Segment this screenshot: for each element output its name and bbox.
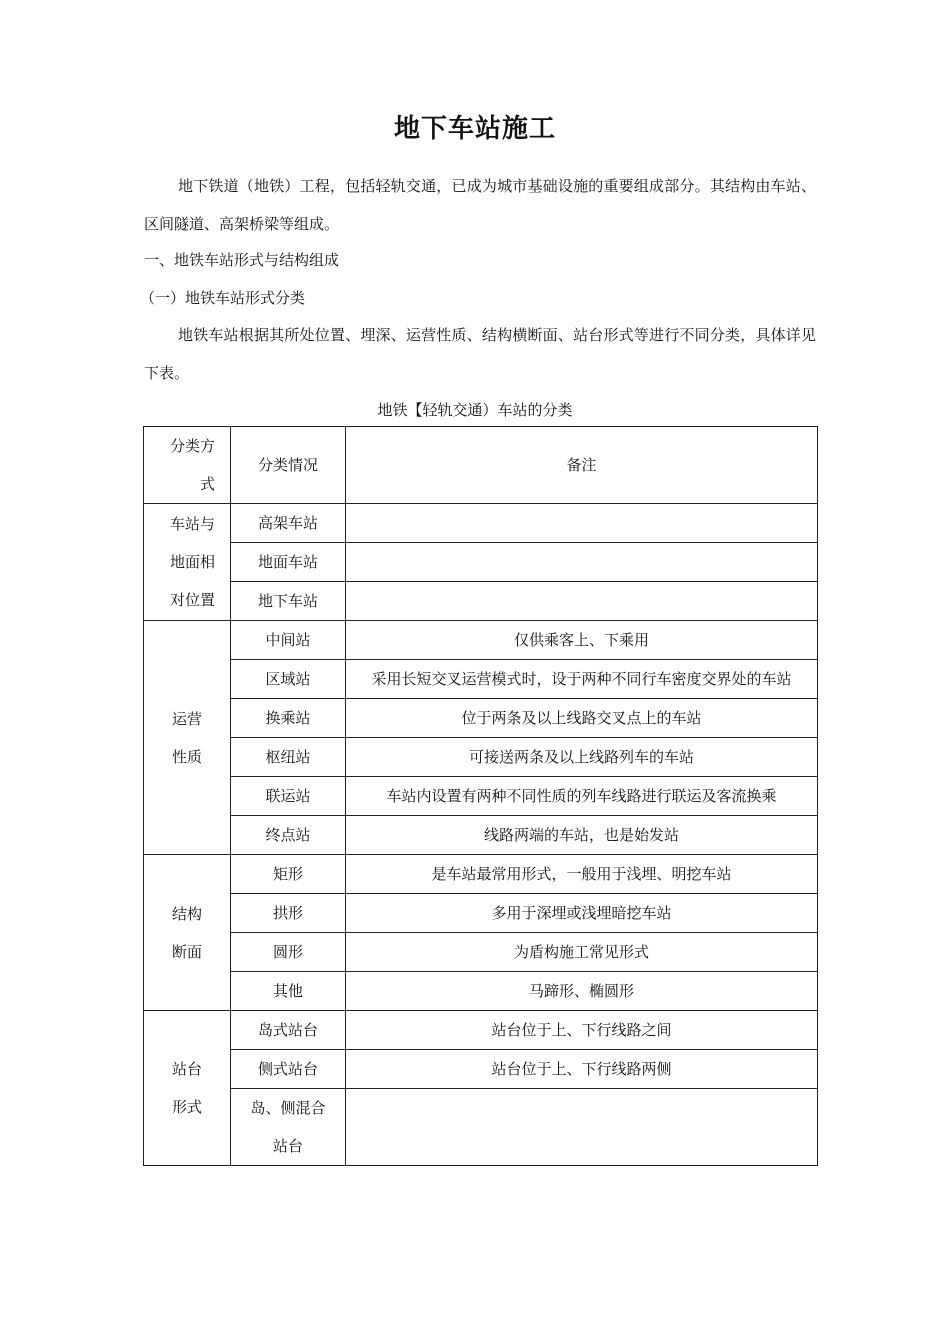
situation-cell: 地下车站 xyxy=(231,582,346,621)
note-cell: 站台位于上、下行线路两侧 xyxy=(346,1050,818,1089)
situation-cell: 矩形 xyxy=(231,855,346,894)
note-cell: 线路两端的车站，也是始发站 xyxy=(346,816,818,855)
table-row xyxy=(144,738,818,777)
table-caption: 地铁【轻轨交通）车站的分类 xyxy=(377,401,573,419)
note-cell xyxy=(346,543,818,582)
table-row xyxy=(144,1011,818,1050)
table-row xyxy=(144,1089,818,1166)
situation-cell: 终点站 xyxy=(231,816,346,855)
classification-table xyxy=(143,426,818,1166)
group-cell: 站台形式 xyxy=(144,1011,231,1166)
header-situation: 分类情况 xyxy=(231,427,346,504)
note-cell: 采用长短交叉运营模式时，设于两种不同行车密度交界处的车站 xyxy=(346,660,818,699)
group-cell: 车站与地面相对位置 xyxy=(144,504,231,621)
note-cell xyxy=(346,504,818,543)
situation-cell: 拱形 xyxy=(231,894,346,933)
table-row xyxy=(144,894,818,933)
table-row xyxy=(144,699,818,738)
group-cell: 结构断面 xyxy=(144,855,231,1011)
note-cell xyxy=(346,582,818,621)
intro-paragraph: 地下铁道（地铁）工程，包括轻轨交通，已成为城市基础设施的重要组成部分。其结构由车站、区间隧道、高架桥梁等组成。 xyxy=(144,177,816,233)
situation-cell: 高架车站 xyxy=(231,504,346,543)
section-heading: 一、地铁车站形式与结构组成 xyxy=(144,251,340,269)
situation-cell: 枢纽站 xyxy=(231,738,346,777)
note-cell: 站台位于上、下行线路之间 xyxy=(346,1011,818,1050)
table-row xyxy=(144,933,818,972)
note-cell: 位于两条及以上线路交叉点上的车站 xyxy=(346,699,818,738)
situation-cell: 圆形 xyxy=(231,933,346,972)
note-cell: 仅供乘客上、下乘用 xyxy=(346,621,818,660)
subsection-heading: （一）地铁车站形式分类 xyxy=(140,289,306,307)
situation-cell: 区域站 xyxy=(231,660,346,699)
table-row xyxy=(144,777,818,816)
situation-cell: 联运站 xyxy=(231,777,346,816)
table-row xyxy=(144,972,818,1011)
table-row xyxy=(144,855,818,894)
note-cell: 马蹄形、椭圆形 xyxy=(346,972,818,1011)
table-row xyxy=(144,816,818,855)
note-cell: 是车站最常用形式，一般用于浅埋、明挖车站 xyxy=(346,855,818,894)
header-note: 备注 xyxy=(346,427,818,504)
header-method: 分类方式 xyxy=(144,427,231,504)
situation-cell: 换乘站 xyxy=(231,699,346,738)
table-row xyxy=(144,660,818,699)
table-row xyxy=(144,504,818,543)
page-title: 地下车站施工 xyxy=(393,114,556,144)
table-row xyxy=(144,582,818,621)
situation-cell: 岛式站台 xyxy=(231,1011,346,1050)
table-row xyxy=(144,1050,818,1089)
situation-cell: 其他 xyxy=(231,972,346,1011)
situation-cell: 中间站 xyxy=(231,621,346,660)
group-cell: 运营性质 xyxy=(144,621,231,855)
classification-paragraph: 地铁车站根据其所处位置、埋深、运营性质、结构横断面、站台形式等进行不同分类，具体详见下表。 xyxy=(144,326,816,382)
note-cell: 为盾构施工常见形式 xyxy=(346,933,818,972)
note-cell xyxy=(346,1089,818,1166)
table-body xyxy=(144,504,818,1166)
note-cell: 车站内设置有两种不同性质的列车线路进行联运及客流换乘 xyxy=(346,777,818,816)
note-cell: 多用于深埋或浅埋暗挖车站 xyxy=(346,894,818,933)
table-row xyxy=(144,621,818,660)
situation-cell: 岛、侧混合站台 xyxy=(231,1089,346,1166)
table-row xyxy=(144,543,818,582)
situation-cell: 地面车站 xyxy=(231,543,346,582)
situation-cell: 侧式站台 xyxy=(231,1050,346,1089)
note-cell: 可接送两条及以上线路列车的车站 xyxy=(346,738,818,777)
